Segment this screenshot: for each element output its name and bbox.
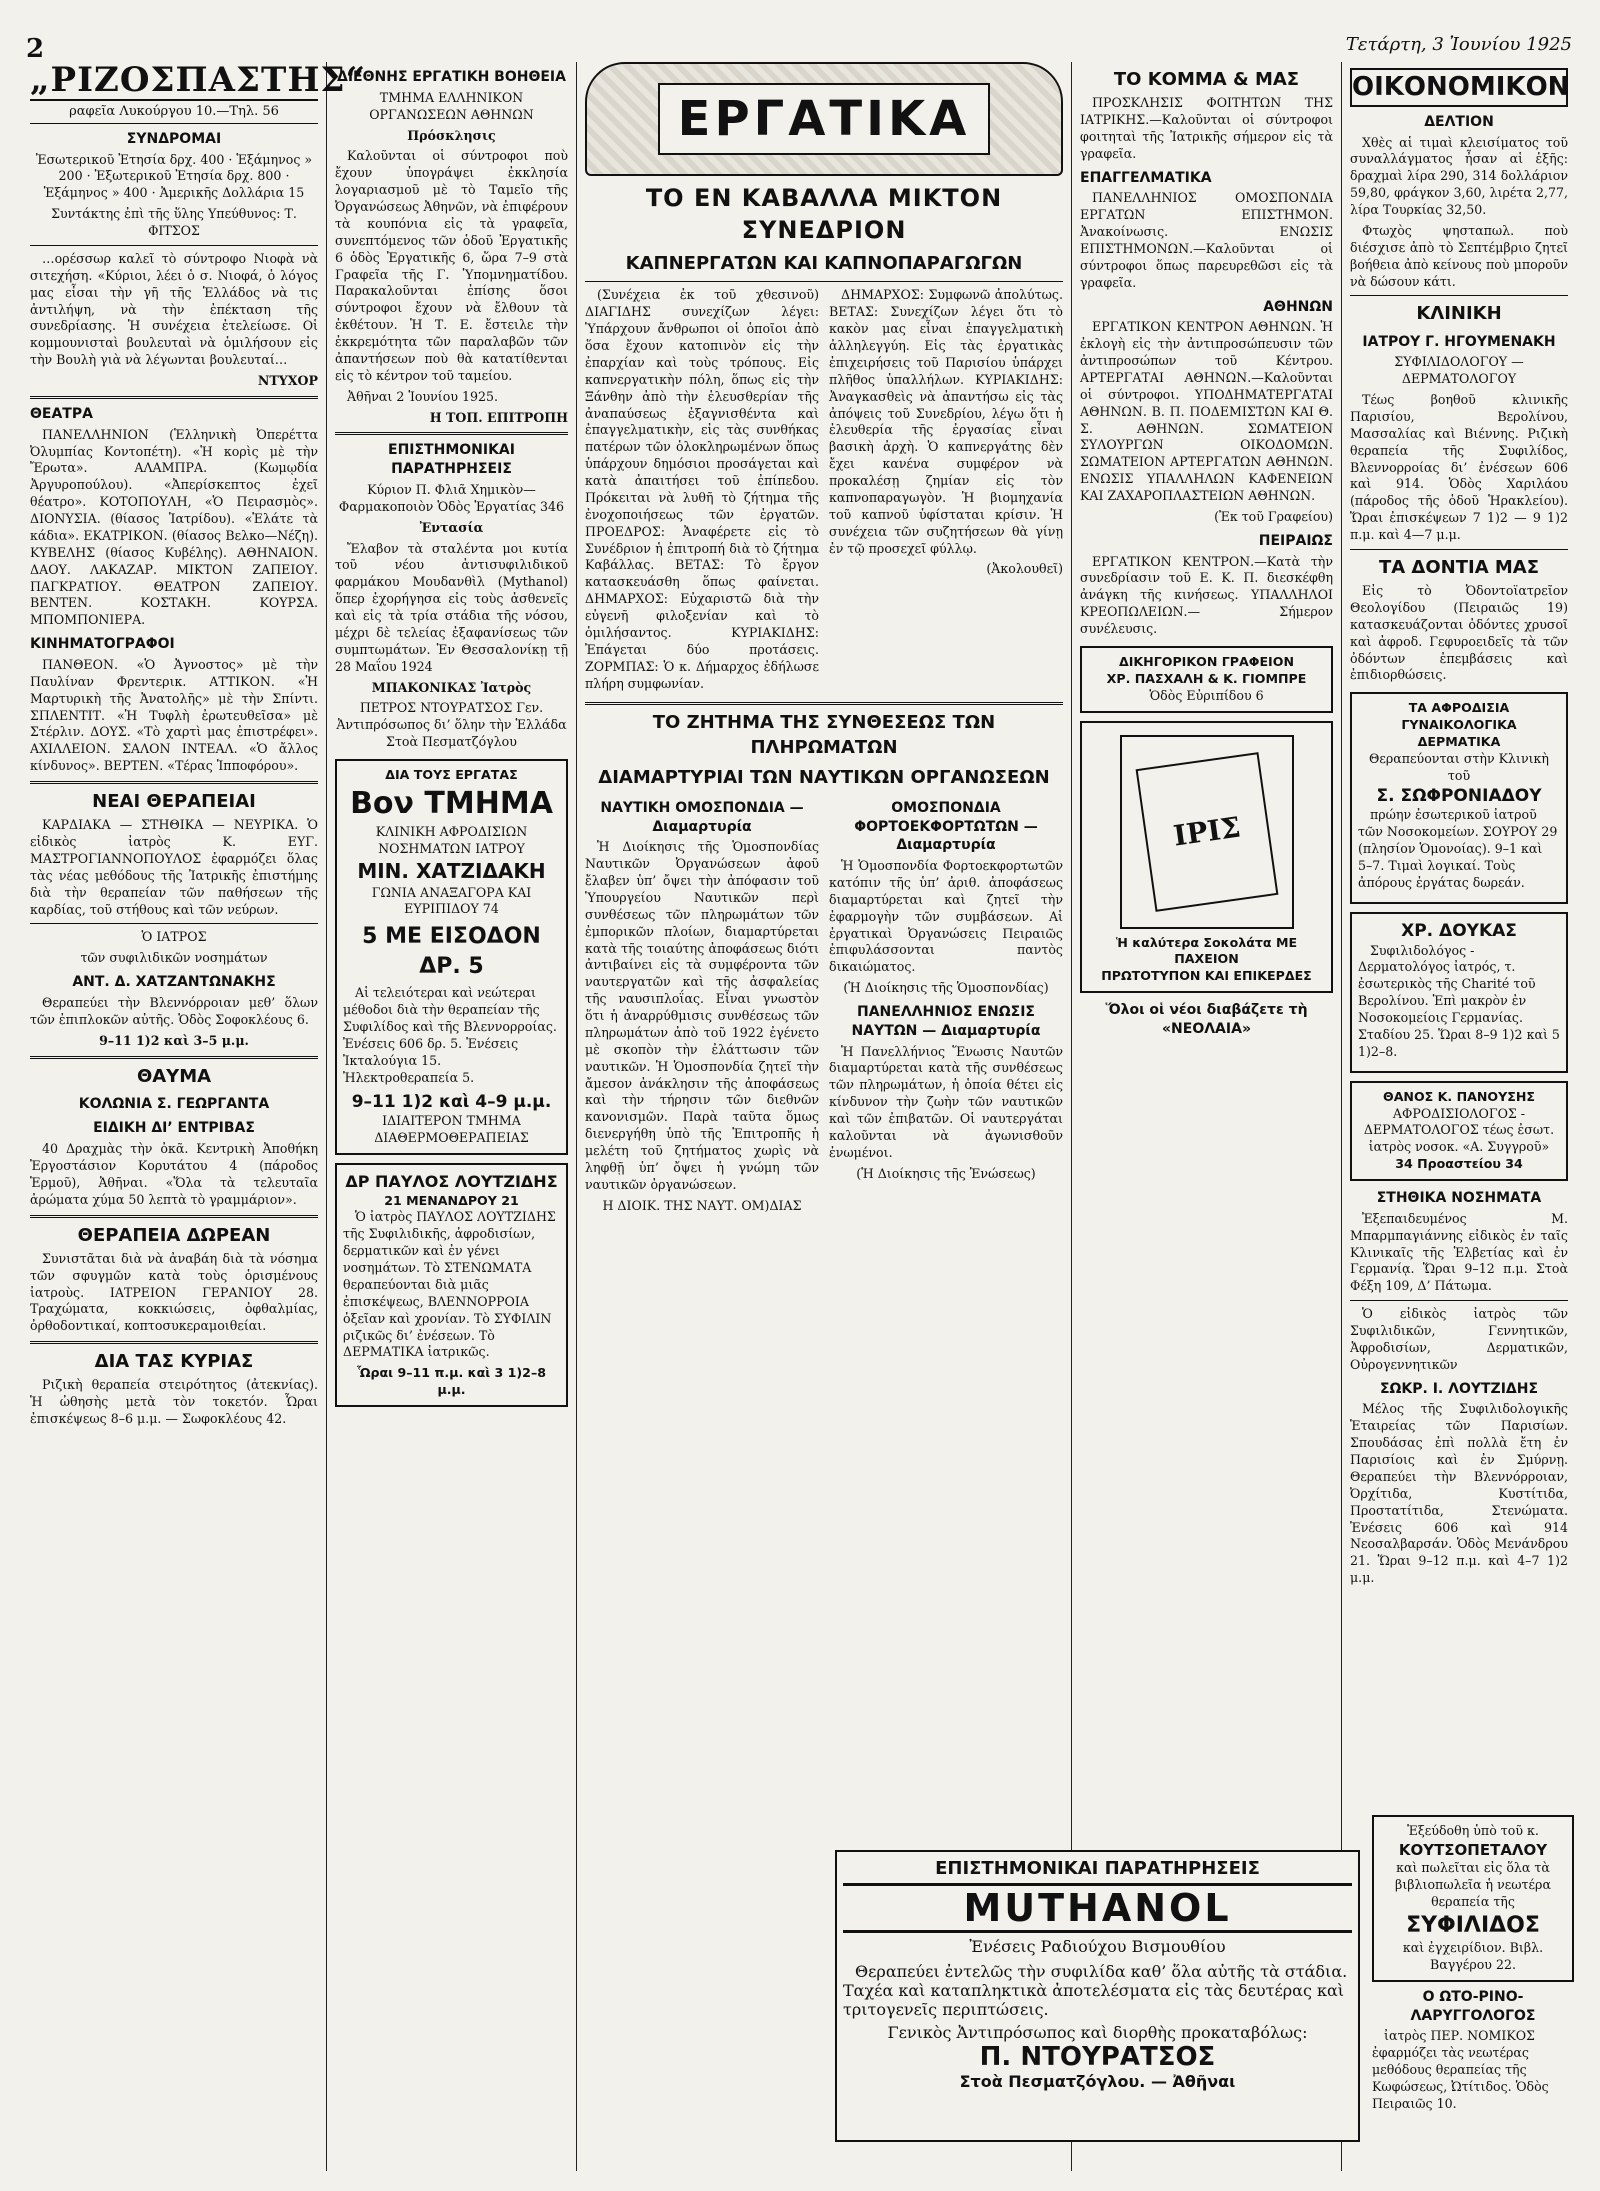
- loutzidis-name: ΣΩΚΡ. Ι. ΛΟΥΤΖΙΔΗΣ: [1379, 1380, 1539, 1397]
- kouts-name: ΚΟΥΤΣΟΠΕΤΑΛΟΥ: [1398, 1840, 1548, 1859]
- art2-c-sign: (Ἡ Διοίκησις τῆς Ἑνώσεως): [856, 1165, 1036, 1181]
- prof-text: ΠΑΝΕΛΛΗΝΙΟΣ ΟΜΟΣΠΟΝΔΙΑ ΕΡΓΑΤΩΝ ΕΠΙΣΤΗΜΟΝ. Ἀνακοίνωσις. ΕΝΩΣΙΣ ΕΠΙΣΤΗΜΟΝΩΝ.—Καλοῦνται οἱ σύντροφοι ὅπως παρευρεθῶσι εἰς τὰ γραφεῖα.: [1080, 190, 1333, 290]
- koutsopetalou-ad: [1372, 1815, 1574, 1982]
- art2-b-head: ΟΜΟΣΠΟΝΔΙΑ ΦΟΡΤΟΕΚΦΟΡΤΩΤΩΝ — Διαμαρτυρία: [854, 799, 1038, 854]
- column-1: [22, 60, 367, 2171]
- sci-sign-2: ΠΕΤΡΟΣ ΝΤΟΥΡΑΤΣΟΣ Γεν. Ἀντιπρόσωπος δι’ ὅλην τὴν Ἑλλάδα Στοὰ Πεσματζόγλου: [336, 700, 567, 750]
- aid-subtitle: ΤΜΗΜΑ ΕΛΛΗΝΙΚΟΝ ΟΡΓΑΝΩΣΕΩΝ ΑΘΗΝΩΝ: [369, 89, 534, 122]
- neolaia-notice: Ὅλοι οἱ νέοι διαβάζετε τὴ «ΝΕΟΛΑΙΑ»: [1105, 1002, 1308, 1037]
- clinic-sub: ΚΛΙΝΙΚΗ ΑΦΡΟΔΙΣΙΩΝ ΝΟΣΗΜΑΤΩΝ ΙΑΤΡΟΥ: [375, 824, 528, 856]
- gyn-sub: Θεραπεύονται στὴν Κλινικὴ τοῦ: [1369, 750, 1549, 783]
- subscriptions: Ἐσωτερικοῦ Ἐτησία δρχ. 400 · Ἑξάμηνος » 200 · Ἐξωτερικοῦ Ἐτησία δρχ. 800 · Ἑξάμηνος » 400 · Ἀμερικῆς Δολλάρια 15: [35, 151, 313, 201]
- hgoumenakis-title: ΚΛΙΝΙΚΗ: [1416, 303, 1502, 325]
- thauma-name: ΚΟΛΩΝΙΑ Σ. ΓΕΩΡΓΑΝΤΑ: [78, 1095, 270, 1112]
- law-name: ΧΡ. ΠΑΣΧΑΛΗ & Κ. ΓΙΟΜΠΡΕ: [1106, 670, 1307, 686]
- muthanol-text: Θεραπεύει ἐντελῶς τὴν συφιλίδα καθ’ ὅλα αὐτῆς τὰ στάδια. Ταχέα καὶ καταπληκτικὰ ἀποτελέσματα εἰς τὰς δευτέρας καὶ τριτογενεῖς περιπτώσεις.: [843, 1962, 1348, 2019]
- loutzidis-text: Μέλος τῆς Συφιλιδολογικῆς Ἑταιρείας τῶν Παρισίων. Σπουδάσας ἐπὶ πολλὰ ἔτη ἐν Παρισίοις καὶ ἐν Σμύρνῃ. Θεραπεύει τὴν Βλεννόρροιαν, Ὀρχίτιδα, Κυστίτιδα, Προστατίτιδα, Στενώματα. Ἐνέσεις 606 καὶ 914 Νεοσαλβαρσάν. Ὁδὸς Μενάνδρου 21. Ὥραι 9–12 π.μ. καὶ 4–7 1)2 μ.μ.: [1350, 1401, 1568, 1586]
- muthanol-pre: ΕΠΙΣΤΗΜΟΝΙΚΑΙ ΠΑΡΑΤΗΡΗΣΕΙΣ: [935, 1858, 1260, 1879]
- dr-address: 21 ΜΕΝΑΝΔΡΟΥ 21: [384, 1192, 519, 1208]
- art2-b-text: Ἡ Ὁμοσπονδία Φορτοεκφορτωτῶν κατόπιν τῆς ὑπ’ ἀριθ. ἀποφάσεως διαμαρτύρεται καὶ ζητεῖ τὴν ἐφαρμογὴν τῶν συμβάσεων. Αἱ ἐργατικαὶ Ὀργανώσεις Πειραιῶς ἐπιφυλάσσονται παντὸς δικαιώματος.: [829, 858, 1063, 975]
- main-title: ΤΟ ΕΝ ΚΑΒΑΛΛΑ ΜΙΚΤΟΝ ΣΥΝΕΔΡΙΟΝ: [645, 184, 1003, 245]
- muthanol-sub: Ἐνέσεις Ραδιούχου Βισμουθίου: [969, 1937, 1226, 1956]
- aid-title: ΔΙΕΘΝΗΣ ΕΡΓΑΤΙΚΗ ΒΟΗΘΕΙΑ: [337, 69, 566, 85]
- thanos-address: 34 Προαστείου 34: [1395, 1156, 1523, 1172]
- subscriptions-title: ΣΥΝΔΡΟΜΑΙ: [126, 130, 222, 147]
- thauma-text: 40 Δραχμὰς τὴν ὀκᾶ. Κεντρικὴ Ἀποθήκη Ἐργοστάσιον Κορυτάτου 4 (πάροδος Ἑρμοῦ), Ἀθῆναι. «Ὅλα τὰ τελευταῖα ἀρώματα χύμα 50 λεπτὰ τὸ γραμμάριον».: [30, 1141, 318, 1207]
- teeth-title: ΤΑ ΔΟΝΤΙΑ ΜΑΣ: [1378, 556, 1540, 578]
- hgoumenakis-spec: ΣΥΦΙΛΙΔΟΛΟΓΟΥ — ΔΕΡΜΑΤΟΛΟΓΟΥ: [1394, 354, 1524, 387]
- students-notice: ΠΡΟΣΚΛΗΣΙΣ ΦΟΙΤΗΤΩΝ ΤΗΣ ΙΑΤΡΙΚΗΣ.—Καλοῦνται οἱ σύντροφοι φοιτηταὶ τῆς Ἰατρικῆς σήμερον εἰς τὰ γραφεῖα.: [1080, 95, 1333, 161]
- kouts-title: ΣΥΦΙΛΙΔΟΣ: [1406, 1912, 1540, 1938]
- sci-drug: Ἐντασία: [419, 519, 484, 535]
- loutzidis-ad: [335, 1163, 568, 1407]
- art2-a-sign: Η ΔΙΟΙΚ. ΤΗΣ ΝΑΥΤ. ΟΜ)ΔΙΑΣ: [602, 1197, 802, 1213]
- article-2-title: ΤΟ ΖΗΤΗΜΑ ΤΗΣ ΣΥΝΘΕΣΕΩΣ ΤΩΝ ΠΛΗΡΩΜΑΤΩΝ: [652, 712, 996, 758]
- ladies-title: ΔΙΑ ΤΑΣ ΚΥΡΙΑΣ: [94, 1351, 254, 1373]
- muthanol-agent: Γενικὸς Ἀντιπρόσωπος καὶ διορθὴς προκαταβόλως:: [887, 2023, 1308, 2042]
- col5-bottom-ads: [1368, 1815, 1578, 2170]
- dr-text: Ὁ ἰατρὸς ΠΑΥΛΟΣ ΛΟΥΤΖΙΔΗΣ τῆς Συφιλιδικῆς, ἀφροδισίων, δερματικῶν καὶ ἐν γένει νοσημάτων. Τὸ ΣΤΕΝΩΜΑΤΑ θεραπεύονται διὰ μιᾶς ἐπισκέψεως, ΒΛΕΝΝΟΡΡΟΙΑ ὁξεῖαν καὶ χρονίαν. Τὸ ΣΥΦΙΛΙΝ ριζικῶς δι’ ἐνέσεων. Τὸ ΔΕΡΜΑΤΙΚΑ ἰατρικῶς.: [343, 1209, 556, 1360]
- art2-a-head: ΝΑΥΤΙΚΗ ΟΜΟΣΠΟΝΔΙΑ — Διαμαρτυρία: [600, 799, 804, 835]
- invite-date: Ἀθῆναι 2 Ἰουνίου 1925.: [347, 388, 499, 404]
- clinic-title: Βον ΤΜΗΜΑ: [350, 785, 553, 821]
- art2-a-text: Ἡ Διοίκησις τῆς Ὁμοσπονδίας Ναυτικῶν Ὀργανώσεων ἀφοῦ ἔλαβεν ὑπ’ ὄψει τὴν ἀπόφασιν τοῦ Ὑπουργείου Ναυτικῶν περὶ συνθέσεως τῶν πληρωμάτων τῶν ἐμπορικῶν πλοίων, διαμαρτύρεται κατὰ τῆς τοιαύτης ἀποφάσεως διότι ἀντιβαίνει εἰς τὰ συμφέροντα τῶν ναυτεργατῶν καὶ τῆς ἀσφαλείας τῆς ναυσιπλοΐας. Εἶναι γνωστὸν ὅτι ἡ ἀναρρύθμισις συνθέσεως τῶν πληρωμάτων ἀπὸ τοῦ 1922 ἐγένετο μὲ σκοπὸν τὴν ἐλάττωσιν τῶν ναυτικῶν. Ἡ Ὁμοσπονδία ζητεῖ τὴν ἄμεσον ἀνάκλησιν τῆς ἀποφάσεως καὶ τὴν τήρησιν τῶν διεθνῶν κανονισμῶν. Παρὰ ταῦτα ὅμως διενεργήθη ὑπὸ τῆς Ἐπιτροπῆς ἡ μελέτη τοῦ ζητήματος χωρὶς νὰ ληφθῇ ὑπ’ ὄψει ἡ γνώμη τῶν ναυτικῶν ὀργανώσεων.: [585, 839, 819, 1192]
- theatre-title: ΘΕΑΤΡΑ: [30, 405, 93, 422]
- art2-b-sign: (Ἡ Διοίκησις τῆς Ὁμοσπονδίας): [843, 980, 1049, 996]
- page-number: 2: [26, 34, 45, 64]
- chest-text: Ἐξεπαιδευμένος Μ. Μπαρμπαγιάννης εἰδικὸς ἐν ταῖς Κλινικαῖς τῆς Ἑλβετίας καὶ ἐν Γερμανίᾳ. Ὥραι 9–12 π.μ. Στοὰ Φέξη 109, Δ’ Πάτωμα.: [1350, 1210, 1568, 1294]
- free-therapy-title: ΘΕΡΑΠΕΙΑ ΔΩΡΕΑΝ: [77, 1224, 271, 1246]
- article-1-sign: (Ἀκολουθεῖ): [986, 561, 1063, 577]
- thauma-title: ΘΑΥΜΑ: [136, 1065, 212, 1087]
- finance-text-2: Φτωχὸς ψησταπωλ. ποὺ διέσχισε ἀπὸ τὸ Σεπτέμβριο ζητεῖ βοήθεια ἀπὸ κείνους ποὺ μποροῦν νὰ δώσουν κάτι.: [1350, 222, 1568, 289]
- teeth-text: Εἰς τὸ Ὀδοντοϊατρεῖον Θεολογίδου (Πειραιῶς 19) κατασκευάζονται ὀδόντες χρυσοῖ καὶ ἀφροδ. Γεφυροειδεῖς τὰ τῶν ὀδόντων ἐπεμβάσεις καὶ ἐπιδιορθώσεις.: [1350, 583, 1568, 683]
- theatre-listing: ΠΑΝΕΛΛΗΝΙΟΝ (Ἑλληνικὴ Ὀπερέττα Ὀλυμπίας Κοντοπέτη). «Ἡ κορὶς μὲ τὴν Ἔρωτα». ΑΛΑΜΠΡΑ. (Κωμῳδία Ἀργυροπούλου). «Ἀπερίσκεπτος ἐχεῖ θέατρο». ΚΟΤΟΠΟΥΛΗ, «Ὁ Πειρασμὸς». ΔΙΟΝΥΣΙΑ. (θίασος Ἰατρίδου). «Ἐλάτε τὰ κάδια». ΕΚΑΤΡΙΚΟΝ. (θίασος Βελκο—Νέζη). ΚΥΒΕΛΗΣ (θίασος Κυβέλης). ΑΘΗΝΑΙΟΝ. ΔΑΟΥ. ΛΑΚΑΖΑΡ. ΜΙΚΤΟΝ ΖΑΠΕΙΟΥ. ΠΑΓΚΡΑΤΙΟΥ. ΘΕΑΤΡΟΝ ΖΑΠΕΙΟΥ. ΒΕΝΤΕΝ. ΚΟΣΤΑΚΗ. ΚΟΥΡΣΑ. ΜΠΟΜΠΟΝΙΕΡΑ.: [30, 426, 318, 628]
- athens-title: ΑΘΗΝΩΝ: [1263, 298, 1333, 315]
- iris-text: Ἡ καλύτερα Σοκολάτα ΜΕ ΠΑΧΕΙΟΝ: [1115, 934, 1298, 967]
- thanos-text: ΑΦΡΟΔΙΣΙΟΛΟΓΟΣ - ΔΕΡΜΑΤΟΛΟΓΟΣ τέως ἐσωτ. ἰατρὸς νοσοκ. «Α. Συγγροῦ»: [1363, 1105, 1555, 1155]
- prof-title: ΕΠΑΓΓΕΛΜΑΤΙΚΑ: [1080, 169, 1212, 186]
- new-therapies-title: ΝΕΑΙ ΘΕΡΑΠΕΙΑΙ: [92, 791, 256, 813]
- invite-text: Καλοῦνται οἱ σύντροφοι ποὺ ἔχουν ὑπογράψει ἐκκλησία λογαριασμοῦ μὲ τὸ Ταμεῖο τῆς Ὀργανώσεως Ἀθηνῶν, νὰ ἐπιφέρουν τὰ κουπόνια εἰς τὰ γραφεῖα, συνεπτόμενος τῶν ὁδοῦ Ἐργατικῆς 6 ὁδὸς Ἐργατικῆς 6, ὥρα 7–9 στὰ Γραφεῖα τῆς Γ. Ὑπομνηματίδου. Παρακαλοῦνται ἐπίσης ὅσοι σύντροφοι ἔχουν νὰ ἔλθουν τὰ ἐκθέτουν. Ἡ Τ. Ε. ἔστειλε τὴν ἐκκρεμότητα τῶν παραλαβῶν τῶν ἀπαντήσεων ποὺ θὰ κατατίθενται εἰς τὸ κέντρον τοῦ ταμείου.: [335, 148, 568, 383]
- muthanol-address: Στοὰ Πεσματζόγλου. — Ἀθῆναι: [959, 2072, 1236, 2091]
- masthead: „ΡΙΖΟΣΠΑΣΤΗΣ“: [30, 60, 367, 100]
- article-1-left: (Συνέχεια ἐκ τοῦ χθεσινοῦ) ΔΙΑΓΙΔΗΣ συνεχίζων λέγει: Ὑπάρχουν ἄνθρωποι οἱ ὁποῖοι ἀπὸ ὅσα ἔχουν κατοπινὸν εἰς τὴν ἐπαρχίαν καὶ τοὺς τρόπους. Εἰς καπνεργατικὴν πόλη, ὅπως εἰς τὴν Ξάνθην ἀπὸ τὴν ἐλευσθερίαν τῆς ἀναπαύσεως ἐξαγνισθέντα καὶ ἐπαγγελματικὴν, εἰς τὰς συνθήκας πατέρων τῶν ὁλοκληρωμένων ὅπως ὑπάρχουν δημόσιοι προσάγεται καὶ κατὰ ἀπαιτήσει τοῦ ἐπίπεδου. Πρόκειται νὰ λυθῆ τὸ ζήτημα τῆς ἐνοχοποιήσεως τῶν ἐργατῶν. ΠΡΟΕΔΡΟΣ: Ἀναφέρετε εἰς τὸ Συνέδριον ἡ ἐπιτροπή διὰ τὸ ζήτημα Καβάλλας. ΒΕΤΑΣ: Τὸ ἔργον κατασκευάσθη ὅπως φαίνεται. ΔΗΜΑΡΧΟΣ: Εὐχαριστῶ διὰ τὴν εὐγενῆ φιλοξενίαν καὶ τὸ ὁμιλήσαντος. ΚΥΡΙΑΚΙΔΗΣ: Ἐπάγεται δύο προτάσεις. ΖΟΡΜΠΑΣ: Ὁ κ. Δήμαρχος ἐδήλωσε πλήρη συμφωνίαν.: [585, 287, 819, 691]
- page-date: Τετάρτη, 3 Ἰουνίου 1925: [1345, 34, 1572, 55]
- muthanol-brand: MUTHANOL: [843, 1883, 1352, 1933]
- cinema-listing: ΠΑΝΘΕΟΝ. «Ὁ Ἀγνοστος» μὲ τὴν Παυλίναν Φρεντερικ. ΑΤΤΙΚΟΝ. «Ἡ Μαρτυρικὴ τῆς Ἀνατολῆς» μὲ τὴν Σπίντι. ΣΠΛΕΝΤΙΤ. «Ἡ Τυφλὴ ἐρωτευθεῖσα» μὲ Στέρλιν. ΔΟΥΣ. «Τὸ χαρτὶ μας ἐπιστρέφει». ΑΧΙΛΛΕΙΟΝ. ΣΑΛΟΝ ΙΝΤΕΑΛ. «Ὁ ἄλλος κίνδυνος». ΒΕΡΤΕΝ. «Τέρας Ἱπποφόρου».: [30, 656, 318, 774]
- director: Συντάκτης ἐπὶ τῆς ὕλης Υπεύθυνος: Τ. ΦΙΤΣΟΣ: [51, 206, 297, 239]
- athens-text: ΕΡΓΑΤΙΚΟΝ ΚΕΝΤΡΟΝ ΑΘΗΝΩΝ. Ἡ ἐκλογὴ εἰς τὴν ἀντιπροσώπευσιν τῶν ἀντιπροσώπων τοῦ Κέντρου. ΑΡΤΕΡΓΑΤΑΙ ΑΘΗΝΩΝ.—Καλοῦνται οἱ σύντροφοι. ΥΠΟΔΗΜΑΤΕΡΓΑΤΑΙ ΑΘΗΝΩΝ. Β. Π. ΠΟΔΕΜΙΣΤΩΝ ΚΑΙ Θ. Σ. ΑΘΗΝΩΝ. ΣΩΜΑΤΕΙΟΝ ΣΥΛΟΥΡΓΩΝ ΟΙΚΟΔΟΜΩΝ. ΣΩΜΑΤΕΙΟΝ ΑΡΤΕΡΓΑΤΩΝ ΑΘΗΝΩΝ. ΕΝΩΣΙΣ ΥΠΑΛΛΗΛΩΝ ΚΑΦΕΝΕΙΩΝ ΚΑΙ ΖΑΧΑΡΟΠΛΑΣΤΕΙΩΝ ΑΘΗΝΩΝ.: [1080, 319, 1333, 504]
- doctor-label: Ὁ ΙΑΤΡΟΣ: [141, 929, 207, 945]
- column-2: [327, 62, 577, 2171]
- doukas-ad: [1350, 912, 1568, 1073]
- free-therapy-text: Συνιστᾶται διὰ νὰ ἀναβάη διὰ τὰ νόσημα τῶν σφυγμῶν κατὰ τοὺς ὁρισμένους ἰατροὺς. ΙΑΤΡΕΙΟΝ ΓΕΡΑΝΙΟΥ 28. Τραχώματα, κοκκιώσεις, ὀφθαλμίας, ὀρθοδοντικαί, κοπτοσυκεραμοιθείαι.: [30, 1250, 318, 1334]
- intro-text: …ορέσσωρ καλεῖ τὸ σύντροφο Νιοφὰ νὰ σιτεχήση. «Κύριοι, λέει ὁ σ. Νιοφά, ὁ λόγος μας εἶσαι τὴν γῆ τῆς Ἑλλάδος νὰ τις ἀντιλήψη, νὰ τὴν ἐπέκταση τῆς συνεδρίασης. Ἡ συνέχεια ἐτελείωσε. Οἱ κομμουνισταὶ βουλευταὶ νὰ ὁμιλήσουν εἰς τὴν Βουλὴ γιὰ νὰ λέγωνται βουλευταί…: [30, 250, 318, 368]
- party-title: ΤΟ ΚΟΜΜΑ & ΜΑΣ: [1113, 69, 1300, 90]
- office-address: ραφεῖα Λυκούργου 10.—Τηλ. 56: [30, 101, 318, 123]
- hgoumenakis-text: Τέως βοηθοῦ κλινικῆς Παρισίου, Βερολίνου, Μασσαλίας καὶ Βιέννης. Ριζικὴ θεραπεία τῆς Συφιλίδος, Βλεννορροίας δι’ ἐνέσεων 606 καὶ 914. Ὁδὸς Χαριλάου (πάροδος τῆς ὁδοῦ Ἡρακλείου). Ὥραι ἐπισκέψεων 7 1)2 — 9 1)2 π.μ. καὶ 4—7 μ.μ.: [1350, 392, 1568, 543]
- art2-c-text: Ἡ Πανελλήνιος Ἕνωσις Ναυτῶν διαμαρτύρεται κατὰ τῆς συνθέσεως τῶν πληρωμάτων, ἡ ὁποία θέτει εἰς κίνδυνον τὴν ζωὴν τῶν ναυτικῶν καὶ τῶν ἐπιβατῶν. Οἱ ναυτεργάται καλοῦνται νὰ ἀγωνισθοῦν ἐνωμένοι.: [829, 1043, 1063, 1160]
- doukas-text: Συφιλιδολόγος - Δερματολόγος ἰατρός, τ. ἐσωτερικὸς τῆς Charité τοῦ Βερολίνου. Ἐπὶ μακρὸν ἐν Νοσοκομείοις Γερμανίας. Σταδίου 25. Ὥραι 8–9 1)2 καὶ 5 1)2–8.: [1358, 942, 1560, 1059]
- ent-title: Ο ΩΤΟ-ΡΙΝΟ-ΛΑΡΥΓΓΟΛΟΓΟΣ: [1410, 1988, 1536, 2024]
- panousis-ad: [1350, 1081, 1568, 1181]
- clinic-price: 5 ΜΕ ΕΙΣΟΔΟΝ ΔΡ. 5: [362, 924, 541, 979]
- clinic-address: ΓΩΝΙΑ ΑΝΑΞΑΓΟΡΑ ΚΑΙ ΕΥΡΙΠΙΔΟΥ 74: [371, 884, 532, 917]
- chest-title: ΣΤΗΘΙΚΑ ΝΟΣΗΜΑΤΑ: [1376, 1190, 1542, 1207]
- piraeus-text: ΕΡΓΑΤΙΚΟΝ ΚΕΝΤΡΟΝ.—Κατὰ τὴν συνεδρίασιν τοῦ Ε. Κ. Π. διεσκέφθη ἀνάγκη τῆς κινήσεως. ΥΠΑΛΛΗΛΟΙ ΚΡΕΟΠΩΛΕΙΩΝ.— Σήμερον συνέλευσις.: [1080, 553, 1333, 637]
- clinic-doctor: ΜΙΝ. ΧΑΤΖΙΔΑΚΗ: [357, 858, 546, 883]
- doctor-text: Θεραπεύει τὴν Βλεννόρροιαν μεθ’ ὅλων τῶν ἐπιπλοκῶν αὐτῆς. Ὁδὸς Σοφοκλέους 6.: [30, 994, 318, 1027]
- clinic-top: ΔΙΑ ΤΟΥΣ ΕΡΓΑΤΑΣ: [385, 767, 518, 782]
- doukas-title: ΧΡ. ΔΟΥΚΑΣ: [1401, 920, 1517, 941]
- kouts-foot: καὶ ἐγχειρίδιον. Βιβλ. Βαγγέρου 22.: [1402, 1940, 1544, 1972]
- clinic-hours: 9–11 1)2 καὶ 4–9 μ.μ.: [351, 1091, 552, 1112]
- gyn-title: ΤΑ ΑΦΡΟΔΙΣΙΑ ΓΥΝΑΙΚΟΛΟΓΙΚΑ ΔΕΡΜΑΤΙΚΑ: [1401, 700, 1517, 750]
- new-therapies-text: ΚΑΡΔΙΑΚΑ — ΣΤΗΘΙΚΑ — ΝΕΥΡΙΚΑ. Ὁ εἰδικὸς ἰατρὸς Κ. ΕΥΓ. ΜΑΣΤΡΟΓΙΑΝΝΟΠΟΥΛΟΣ ἐφαρμόζει ὅλας τὰς νέας μεθόδους τῆς Ἰατρικῆς ἐπιστήμης διὰ τὴν θεραπείαν τῶν παθήσεων τῆς καρδίας, τοῦ στήθους καὶ τῶν νεύρων.: [30, 817, 318, 917]
- iris-foot: ΠΡΩΤΟΤΥΠΟΝ ΚΑΙ ΕΠΙΚΕΡΔΕΣ: [1101, 968, 1312, 984]
- doctor-hours: 9–11 1)2 καὶ 3–5 μ.μ.: [99, 1032, 249, 1048]
- kouts-pre: Ἐξεύδοθη ὑπὸ τοῦ κ.: [1407, 1823, 1539, 1838]
- invite-sign: Η ΤΟΠ. ΕΠΙΤΡΟΠΗ: [429, 409, 568, 425]
- article-2: [585, 793, 1063, 1219]
- doctor-name: ΑΝΤ. Δ. ΧΑΤΖΑΝΤΩΝΑΚΗΣ: [72, 974, 276, 991]
- sci-sub: Κύριον Π. Φλιᾶ Χημικὸν—Φαρμακοποιὸν Ὁδὸς Ἐργατίας 346: [338, 481, 565, 514]
- iris-chocolate-ad: [1080, 721, 1333, 994]
- thauma-sub: ΕΙΔΙΚΗ ΔΙ’ ΕΝΤΡΙΒΑΣ: [93, 1120, 255, 1137]
- law-address: Ὁδὸς Εὐριπίδου 6: [1149, 687, 1264, 703]
- sci-title: ΕΠΙΣΤΗΜΟΝΙΚΑΙ ΠΑΡΑΤΗΡΗΣΕΙΣ: [388, 442, 515, 478]
- muthanol-name: Π. ΝΤΟΥΡΑΤΣΟΣ: [979, 2042, 1216, 2072]
- athens-sign: (Ἐκ τοῦ Γραφείου): [1214, 508, 1333, 524]
- hgoumenakis-doc: ΙΑΤΡΟΥ Γ. ΗΓΟΥΜΕΝΑΚΗ: [1362, 333, 1556, 350]
- muthanol-ad: [835, 1850, 1360, 2142]
- dr-title: ΔΡ ΠΑΥΛΟΣ ΛΟΥΤΖΙΔΗΣ: [345, 1172, 558, 1192]
- finance-sub: ΔΕΛΤΙΟΝ: [1424, 113, 1494, 130]
- clinic-text: Αἱ τελειότεραι καὶ νεώτεραι μέθοδοι διὰ τὴν θεραπείαν τῆς Συφιλίδος καὶ τῆς Βλεννορροίας. Ἐνέσεις 606 δρ. 5. Ἐνέσεις Ἰκταλούγια 15. Ἠλεκτροθεραπεία 5.: [343, 985, 557, 1085]
- clinic-ad: [335, 759, 568, 1155]
- banner-text: ΕΡΓΑΤΙΚΑ: [658, 83, 991, 155]
- kouts-text: καὶ πωλεῖται εἰς ὅλα τὰ βιβλιοπωλεῖα ἡ νεωτέρα θεραπεία τῆς: [1395, 1859, 1551, 1909]
- thanos-title: ΘΑΝΟΣ Κ. ΠΑΝΟΥΣΗΣ: [1382, 1088, 1535, 1104]
- article-1: [585, 287, 1063, 696]
- art2-c-head: ΠΑΝΕΛΛΗΝΙΟΣ ΕΝΩΣΙΣ ΝΑΥΤΩΝ — Διαμαρτυρία: [851, 1004, 1041, 1039]
- loutzidis-pre: Ὁ εἰδικὸς ἰατρὸς τῶν Συφιλιδικῶν, Γεννητικῶν, Ἀφροδισίων, Δερματικῶν, Οὐρογεννητικῶν: [1350, 1306, 1568, 1372]
- ladies-text: Ριζικὴ θεραπεία στειρότητος (ἀτεκνίας). Ἡ ὠθησὴς μετὰ τὸν τοκετόν. Ὧραι ἐπισκέψεως 8–6 μ.μ. — Σωφοκλέους 42.: [30, 1377, 318, 1426]
- invite-title: Πρόσκλησις: [407, 127, 496, 143]
- gyn-text: πρώην ἐσωτερικοῦ ἰατροῦ τῶν Νοσοκομείων. ΣΟΥΡΟΥ 29 (πλησίον Ὁμονοίας). 9–1 καὶ 5–7. Τιμαὶ λογικαί. Τοὺς ἀπόρους ἐργάτας δωρεάν.: [1358, 807, 1558, 890]
- cinema-title: ΚΙΝΗΜΑΤΟΓΡΑΦΟΙ: [30, 636, 175, 653]
- finance-title: ΟΙΚΟΝΟΜΙΚΟΝ: [1350, 68, 1568, 107]
- sci-sign: ΜΠΑΚΟΝΙΚΑΣ Ἰατρὸς: [371, 679, 532, 695]
- chocolate-illustration: [1120, 735, 1294, 929]
- intro-signature: ΝΤΥΧΟΡ: [257, 373, 318, 389]
- clinic-foot: ΙΔΙΑΙΤΕΡΟΝ ΤΜΗΜΑ ΔΙΑΘΕΡΜΟΘΕΡΑΠΕΙΑΣ: [374, 1113, 529, 1146]
- gyn-doc: Σ. ΣΩΦΡΟΝΙΑΔΟΥ: [1376, 785, 1542, 806]
- sci-text: Ἔλαβον τὰ σταλέντα μοι κυτία τοῦ νέου ἀντισυφιλιδικοῦ φαρμάκου Μουδανθὶλ (Mythanol) ὅπερ ἐχορήγησα εἰς τοὺς ἀσθενεῖς καὶ εἰς τὰ τρία στάδια τῆς νόσου, μέχρι δὲ τελείας ἐξαφανίσεως τῶν συμπτωμάτων. Ἐν Θεσσαλονίκῃ τῇ 28 Μαΐου 1924: [335, 540, 568, 674]
- sofroniadis-ad: [1350, 692, 1568, 904]
- iris-brand: ΙΡΙΣ: [1135, 752, 1278, 912]
- article-1-right: ΔΗΜΑΡΧΟΣ: Συμφωνῶ ἀπολύτως. ΒΕΤΑΣ: Συνεχίζων λέγει ὅτι τὸ κακὸν μας εἶναι ἐπαγγελματικὴ ἀλληλεγγύη. Εἰς τὰς ἐργατικὰς ἐπιχειρήσεις τοῦ Παρισίου ὑπάρχει πλῆθος ὑπαλλήλων. ΚΥΡΙΑΚΙΔΗΣ: Ἀναγκασθεὶς νὰ ἀπαντήσω εἰς τὰς ἀπόψεις τοῦ Συνεδρίου, λέγω ὅτι ἡ ἐλευθερία τῆς ἐργασίας εἶναι βασικὴ ἀρχὴ. Ὁ καπνεργάτης δὲν ἔχει κανένα συμφέρον νὰ προκαλέσῃ ζημίαν εἰς τὸν καπνοπαραγωγὸν. Ἡ βιομηχανία τοῦ καπνοῦ ὑφίσταται κρίσιν. Ἡ συνέχεια τῶν συζητήσεων θὰ γίνῃ ἐν τῷ προσεχεῖ φύλλῳ.: [829, 287, 1063, 556]
- article-2-subtitle: ΔΙΑΜΑΡΤΥΡΙΑΙ ΤΩΝ ΝΑΥΤΙΚΩΝ ΟΡΓΑΝΩΣΕΩΝ: [598, 766, 1050, 788]
- law-office-ad: [1080, 646, 1333, 713]
- main-subtitle: ΚΑΠΝΕΡΓΑΤΩΝ ΚΑΙ ΚΑΠΝΟΠΑΡΑΓΩΓΩΝ: [625, 253, 1023, 275]
- finance-text: Χθὲς αἱ τιμαὶ κλεισίματος τοῦ συναλλάγματος ἦσαν αἱ ἑξῆς: δραχμαὶ λίρα 290, 314 δολλάριον 59,80, φράγκον 3,60, λιρέτα 2,77, λίρα Τουρκίας 32,50.: [1350, 134, 1568, 218]
- doctor-sub: τῶν συφιλιδικῶν νοσημάτων: [80, 950, 268, 966]
- piraeus-title: ΠΕΙΡΑΙΩΣ: [1258, 532, 1333, 549]
- law-title: ΔΙΚΗΓΟΡΙΚΟΝ ΓΡΑΦΕΙΟΝ: [1118, 653, 1294, 669]
- ergatika-banner: [585, 62, 1063, 176]
- dr-hours: Ὧραι 9–11 π.μ. καὶ 3 1)2–8 μ.μ.: [356, 1365, 547, 1398]
- ent-text: ἰατρὸς ΠΕΡ. ΝΟΜΙΚΟΣ ἐφαρμόζει τὰς νεωτέρας μεθόδους θεραπείας τῆς Κωφώσεως, Ὠτίτιδος. Ὁδὸς Πειραιῶς 10.: [1372, 2028, 1549, 2111]
